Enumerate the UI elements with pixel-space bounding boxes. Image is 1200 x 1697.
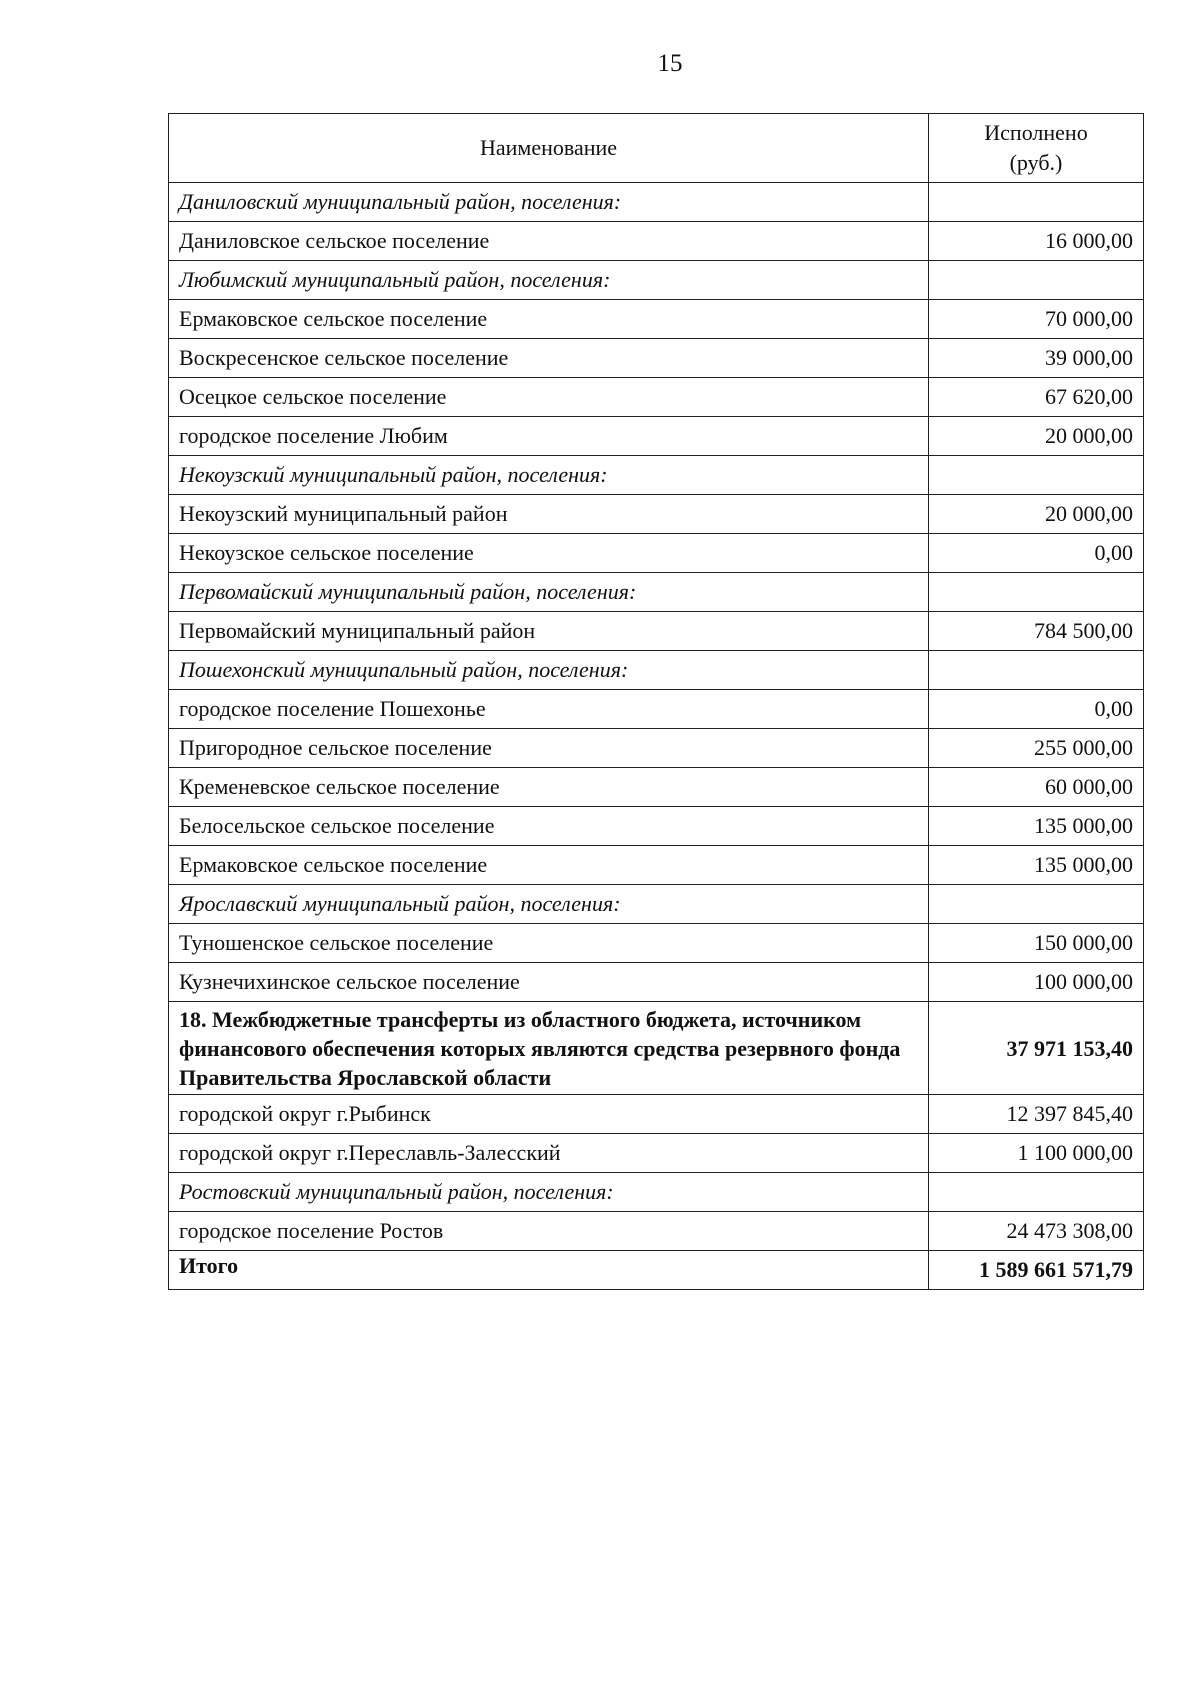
header-amount xyxy=(929,114,1144,183)
total-label: Итого xyxy=(169,1251,929,1290)
table-row xyxy=(169,222,1144,261)
group-header-row xyxy=(169,456,1144,495)
table-row xyxy=(169,495,1144,534)
table-row xyxy=(169,612,1144,651)
table-row xyxy=(169,1134,1144,1173)
row-name: Воскресенское сельское поселение xyxy=(169,339,929,378)
row-amount: 0,00 xyxy=(929,690,1144,729)
table-row xyxy=(169,807,1144,846)
row-amount: 0,00 xyxy=(929,534,1144,573)
header-amount-line2: (руб.) xyxy=(1009,150,1063,175)
row-name: Некоузский муниципальный район, поселения: xyxy=(169,456,929,495)
table-row xyxy=(169,729,1144,768)
group-header-row xyxy=(169,651,1144,690)
row-amount xyxy=(929,651,1144,690)
row-name: Туношенское сельское поселение xyxy=(169,924,929,963)
row-amount: 37 971 153,40 xyxy=(929,1002,1144,1095)
row-name: Любимский муниципальный район, поселения: xyxy=(169,261,929,300)
row-amount: 100 000,00 xyxy=(929,963,1144,1002)
row-name: Кузнечихинское сельское поселение xyxy=(169,963,929,1002)
row-amount xyxy=(929,1173,1144,1212)
row-name: Некоузский муниципальный район xyxy=(169,495,929,534)
row-name: Пошехонский муниципальный район, поселения: xyxy=(169,651,929,690)
row-name: Первомайский муниципальный район, поселения: xyxy=(169,573,929,612)
row-name: городской округ г.Рыбинск xyxy=(169,1095,929,1134)
table-row xyxy=(169,690,1144,729)
row-name: Некоузское сельское поселение xyxy=(169,534,929,573)
row-name: городское поселение Ростов xyxy=(169,1212,929,1251)
group-header-row xyxy=(169,183,1144,222)
row-amount: 39 000,00 xyxy=(929,339,1144,378)
row-amount: 135 000,00 xyxy=(929,807,1144,846)
row-amount: 784 500,00 xyxy=(929,612,1144,651)
table-body xyxy=(169,183,1144,1251)
row-amount xyxy=(929,261,1144,300)
row-amount xyxy=(929,456,1144,495)
page-number: 15 xyxy=(657,50,683,77)
row-name: Даниловский муниципальный район, поселения: xyxy=(169,183,929,222)
row-name: городское поселение Пошехонье xyxy=(169,690,929,729)
table-row xyxy=(169,339,1144,378)
row-name: Осецкое сельское поселение xyxy=(169,378,929,417)
group-header-row xyxy=(169,1173,1144,1212)
total-amount: 1 589 661 571,79 xyxy=(929,1251,1144,1290)
row-amount: 255 000,00 xyxy=(929,729,1144,768)
table-row xyxy=(169,846,1144,885)
row-name: городское поселение Любим xyxy=(169,417,929,456)
row-name: 18. Межбюджетные трансферты из областного бюджета, источником финансового обеспечения которых являются средства резервного фонда Правительства Ярославской области xyxy=(169,1002,929,1095)
row-amount: 1 100 000,00 xyxy=(929,1134,1144,1173)
row-amount xyxy=(929,885,1144,924)
row-name: Пригородное сельское поселение xyxy=(169,729,929,768)
group-header-row xyxy=(169,885,1144,924)
row-name: Белосельское сельское поселение xyxy=(169,807,929,846)
row-amount: 20 000,00 xyxy=(929,495,1144,534)
budget-execution-table xyxy=(168,113,1144,1290)
row-name: Ермаковское сельское поселение xyxy=(169,300,929,339)
table-row xyxy=(169,534,1144,573)
row-amount: 20 000,00 xyxy=(929,417,1144,456)
row-amount: 67 620,00 xyxy=(929,378,1144,417)
table-row xyxy=(169,963,1144,1002)
row-name: Первомайский муниципальный район xyxy=(169,612,929,651)
total-row xyxy=(169,1251,1144,1290)
table-row xyxy=(169,417,1144,456)
table-row xyxy=(169,378,1144,417)
row-name: Даниловское сельское поселение xyxy=(169,222,929,261)
header-amount-line1: Исполнено xyxy=(984,120,1088,145)
table-row xyxy=(169,1212,1144,1251)
row-name: городской округ г.Переславль-Залесский xyxy=(169,1134,929,1173)
row-amount: 70 000,00 xyxy=(929,300,1144,339)
row-amount: 60 000,00 xyxy=(929,768,1144,807)
row-amount: 12 397 845,40 xyxy=(929,1095,1144,1134)
row-name: Ермаковское сельское поселение xyxy=(169,846,929,885)
table-row xyxy=(169,768,1144,807)
row-amount: 135 000,00 xyxy=(929,846,1144,885)
header-name: Наименование xyxy=(169,114,929,183)
row-name: Ярославский муниципальный район, поселения: xyxy=(169,885,929,924)
row-name: Кременевское сельское поселение xyxy=(169,768,929,807)
section-row xyxy=(169,1002,1144,1095)
row-amount: 16 000,00 xyxy=(929,222,1144,261)
row-amount xyxy=(929,183,1144,222)
row-amount: 24 473 308,00 xyxy=(929,1212,1144,1251)
group-header-row xyxy=(169,261,1144,300)
group-header-row xyxy=(169,573,1144,612)
table-row xyxy=(169,300,1144,339)
row-name: Ростовский муниципальный район, поселения: xyxy=(169,1173,929,1212)
row-amount xyxy=(929,573,1144,612)
table-row xyxy=(169,1095,1144,1134)
table-header-row xyxy=(169,114,1144,183)
table-row xyxy=(169,924,1144,963)
row-amount: 150 000,00 xyxy=(929,924,1144,963)
